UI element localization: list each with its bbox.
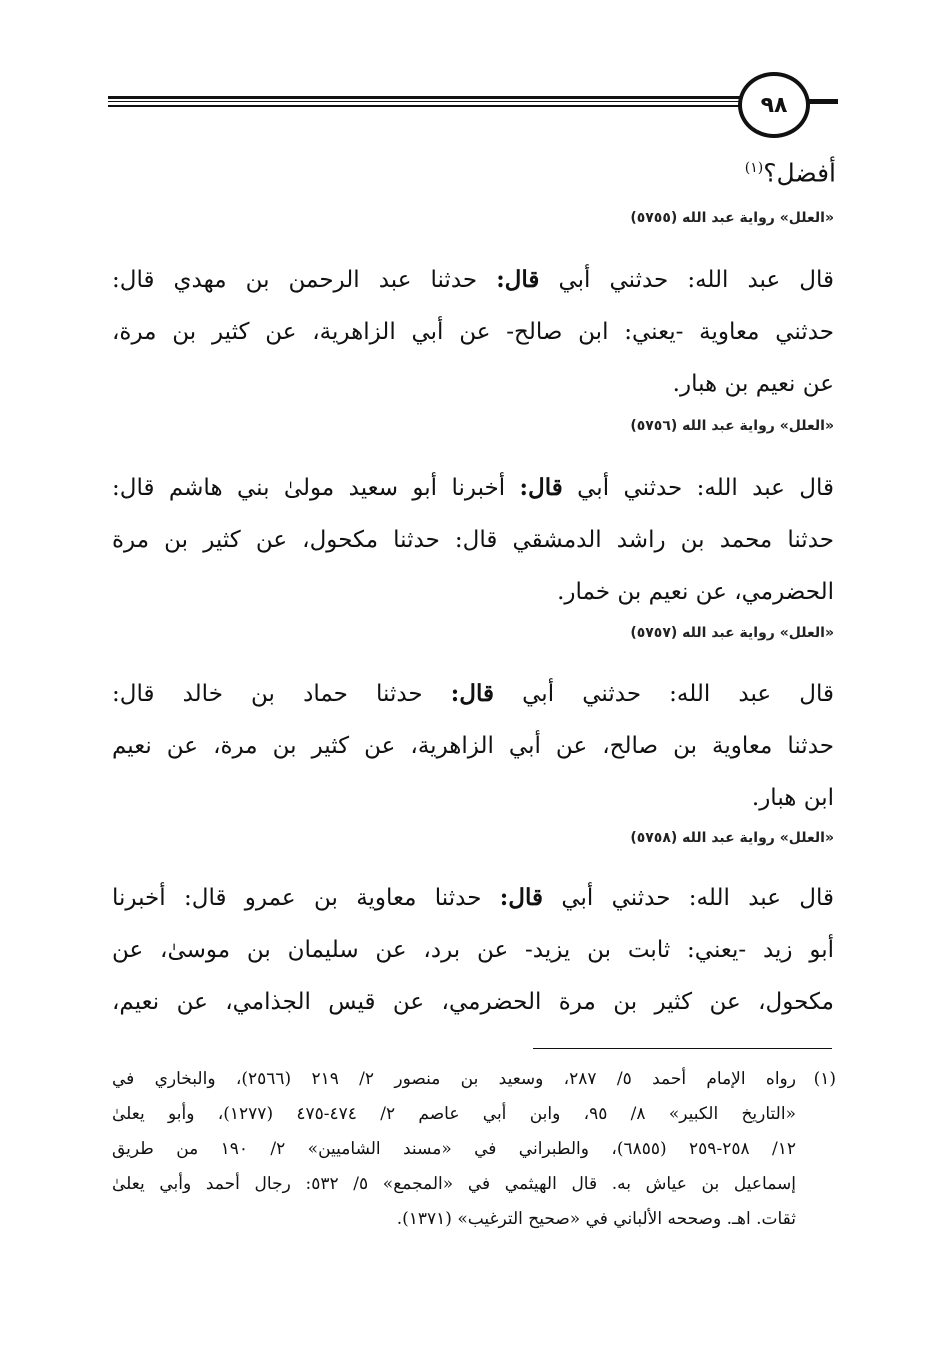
- text-line: حدثنا محمد بن راشد الدمشقي قال: حدثنا مكحول، عن كثير بن مرة: [112, 527, 834, 553]
- text-line: قال عبد الله: حدثني أبي قال: حدثنا معاوية بن عمرو قال: أخبرنا: [112, 884, 834, 911]
- footnote-line: رواه الإمام أحمد ٥/ ٢٨٧، وسعيد بن منصور ٢/ ٢١٩ (٢٥٦٦)، والبخاري في: [112, 1069, 796, 1089]
- bold-word: قال:: [519, 474, 563, 501]
- source-citation: «العلل» رواية عبد الله (٥٧٥٥): [630, 210, 834, 226]
- narration-paragraph: [112, 668, 834, 824]
- footnote-separator: [533, 1048, 832, 1049]
- text-line: قال عبد الله: حدثني أبي قال: حدثنا حماد بن خالد قال:: [112, 680, 834, 707]
- header-rule: [108, 101, 740, 102]
- text-line: عن نعيم بن هبار.: [672, 371, 834, 397]
- text-line: مكحول، عن كثير بن مرة الحضرمي، عن قيس الجذامي، عن نعيم،: [112, 989, 834, 1015]
- text-line: قال عبد الله: حدثني أبي قال: أخبرنا أبو سعيد مولىٰ بني هاشم قال:: [112, 474, 834, 501]
- text-line: قال عبد الله: حدثني أبي قال: حدثنا عبد الرحمن بن مهدي قال:: [112, 266, 834, 293]
- header-rule-tail: [808, 99, 838, 104]
- footnote-body: [112, 1062, 796, 1237]
- footnote: [112, 1062, 834, 1237]
- narration-paragraph: [112, 872, 834, 1028]
- footnote-line: «التاريخ الكبير» ٨/ ٩٥، وابن أبي عاصم ٢/ ٤٧٤-٤٧٥ (١٢٧٧)، وأبو يعلىٰ: [112, 1104, 796, 1124]
- text-line: حدثني معاوية -يعني: ابن صالح- عن أبي الزاهرية، عن كثير بن مرة،: [112, 319, 834, 345]
- source-citation: «العلل» رواية عبد الله (٥٧٥٨): [630, 830, 834, 846]
- footnote-line: ١٢/ ٢٥٨-٢٥٩ (٦٨٥٥)، والطبراني في «مسند الشاميين» ٢/ ١٩٠ من طريق: [112, 1139, 796, 1159]
- lead-word: أفضل؟: [763, 158, 836, 188]
- narration-paragraph: [112, 254, 834, 410]
- narration-paragraph: [112, 462, 834, 618]
- bold-word: قال:: [450, 680, 494, 707]
- bold-word: قال:: [499, 884, 543, 911]
- header-rule: [108, 105, 740, 107]
- header-rule: [108, 96, 740, 99]
- text-line: حدثنا معاوية بن صالح، عن أبي الزاهرية، عن كثير بن مرة، عن نعيم: [112, 733, 834, 759]
- page-number: ٩٨: [738, 72, 810, 138]
- lead-text: [745, 148, 836, 193]
- footnote-reference: (١): [744, 160, 764, 176]
- text-line: الحضرمي، عن نعيم بن خمار.: [557, 579, 834, 605]
- footnote-line: ثقات. اهـ. وصححه الألباني في «صحيح الترغيب» (١٣٧١).: [396, 1209, 796, 1229]
- source-citation: «العلل» رواية عبد الله (٥٧٥٦): [630, 418, 834, 434]
- text-line: أبو زيد -يعني: ثابت بن يزيد- عن برد، عن سليمان بن موسىٰ، عن: [112, 937, 834, 963]
- footnote-line: إسماعيل بن عياش به. قال الهيثمي في «المجمع» ٥/ ٥٣٢: رجال أحمد وأبي يعلىٰ: [112, 1174, 797, 1194]
- source-citation: «العلل» رواية عبد الله (٥٧٥٧): [630, 625, 834, 641]
- text-line: ابن هبار.: [751, 785, 834, 811]
- footnote-marker: (١): [813, 1069, 836, 1089]
- bold-word: قال:: [496, 266, 540, 293]
